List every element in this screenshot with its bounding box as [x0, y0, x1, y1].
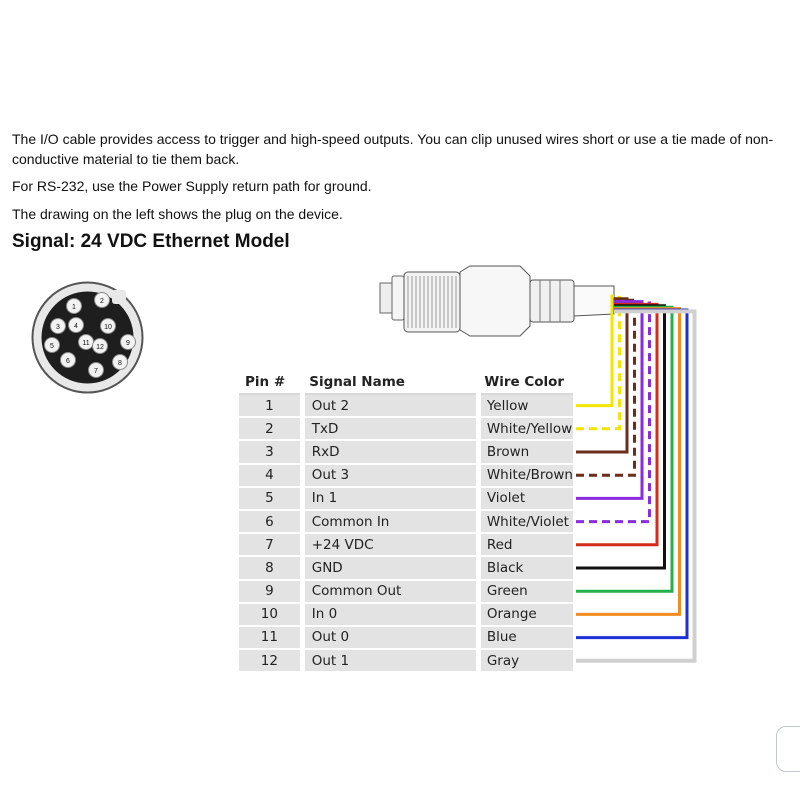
signal-name-cell: Out 3 [302, 464, 478, 487]
pin-number-cell: 12 [239, 649, 302, 672]
plug-pin-label: 3 [56, 324, 60, 331]
pin-number-cell: 11 [239, 626, 302, 649]
signal-name-cell: TxD [302, 417, 478, 440]
wire-color-cell: Brown [478, 440, 573, 463]
plug-pin-label: 8 [118, 360, 122, 367]
table-row [239, 533, 573, 556]
table-row [239, 440, 573, 463]
pin-number-cell: 9 [239, 580, 302, 603]
wire-color-cell: White/Brown [478, 464, 573, 487]
pin-number-cell: 4 [239, 464, 302, 487]
plug-pin-label: 4 [74, 323, 78, 330]
wire-7 [576, 304, 657, 544]
table-header-row [239, 370, 573, 394]
connector-pin-end [380, 283, 392, 313]
section-heading: Signal: 24 VDC Ethernet Model [12, 231, 290, 252]
intro-paragraph-rs232: For RS-232, use the Power Supply return path for ground. [12, 178, 372, 194]
connector-strain-relief [530, 280, 574, 322]
table-row [239, 510, 573, 533]
pin-column-header: Pin # [239, 370, 302, 394]
intro-paragraph-cable: The I/O cable provides access to trigger and high-speed outputs. You can clip unused wires short or use a tie made of non-conductive material to tie them back. [12, 131, 774, 167]
table-row [239, 394, 573, 417]
table-row [239, 626, 573, 649]
plug-pin-label: 1 [72, 304, 76, 311]
wire-color-cell: Orange [478, 603, 573, 626]
wire-column-header: Wire Color [478, 370, 573, 394]
intro-paragraph-drawing: The drawing on the left shows the plug on the device. [12, 206, 343, 222]
pin-number-cell: 10 [239, 603, 302, 626]
pin-number-cell: 3 [239, 440, 302, 463]
pin-number-cell: 8 [239, 556, 302, 579]
wire-runs [576, 296, 695, 661]
signal-name-cell: In 1 [302, 487, 478, 510]
plug-pin-label: 12 [96, 344, 104, 351]
wire-color-cell: Yellow [478, 394, 573, 417]
wire-color-cell: Black [478, 556, 573, 579]
page-edge-widget[interactable] [776, 726, 800, 772]
table-row [239, 487, 573, 510]
signal-name-cell: Out 2 [302, 394, 478, 417]
signal-name-cell: Common Out [302, 580, 478, 603]
signal-name-cell: GND [302, 556, 478, 579]
wire-color-cell: Red [478, 533, 573, 556]
pin-number-cell: 7 [239, 533, 302, 556]
plug-pin-label: 6 [66, 358, 70, 365]
table-row [239, 580, 573, 603]
table-row [239, 603, 573, 626]
signal-name-cell: +24 VDC [302, 533, 478, 556]
wire-color-cell: White/Violet [478, 510, 573, 533]
signal-name-cell: RxD [302, 440, 478, 463]
table-row [239, 417, 573, 440]
connector-body [460, 266, 530, 336]
plug-pin-label: 7 [94, 368, 98, 375]
signal-name-cell: Out 1 [302, 649, 478, 672]
pin-number-cell: 1 [239, 394, 302, 417]
plug-pin-label: 2 [100, 298, 104, 305]
table-row [239, 649, 573, 672]
plug-pin-label: 11 [82, 340, 90, 347]
pin-number-cell: 5 [239, 487, 302, 510]
cable-jacket [574, 286, 614, 316]
plug-pin-label: 9 [126, 340, 130, 347]
wire-8 [576, 306, 665, 568]
table-row [239, 556, 573, 579]
wire-color-cell: White/Yellow [478, 417, 573, 440]
pinout-table [239, 370, 573, 673]
connector-drawing [380, 266, 614, 336]
wire-color-cell: Blue [478, 626, 573, 649]
pin-number-cell: 2 [239, 417, 302, 440]
wire-5 [576, 302, 642, 499]
wire-color-cell: Gray [478, 649, 573, 672]
wire-color-cell: Green [478, 580, 573, 603]
table-row [239, 464, 573, 487]
plug-pin-label: 5 [50, 343, 54, 350]
signal-name-cell: Common In [302, 510, 478, 533]
wire-color-cell: Violet [478, 487, 573, 510]
plug-pin-label: 10 [104, 324, 112, 331]
signal-name-cell: Out 0 [302, 626, 478, 649]
signal-name-cell: In 0 [302, 603, 478, 626]
pin-number-cell: 6 [239, 510, 302, 533]
connector-collar [392, 276, 404, 320]
signal-column-header: Signal Name [302, 370, 478, 394]
